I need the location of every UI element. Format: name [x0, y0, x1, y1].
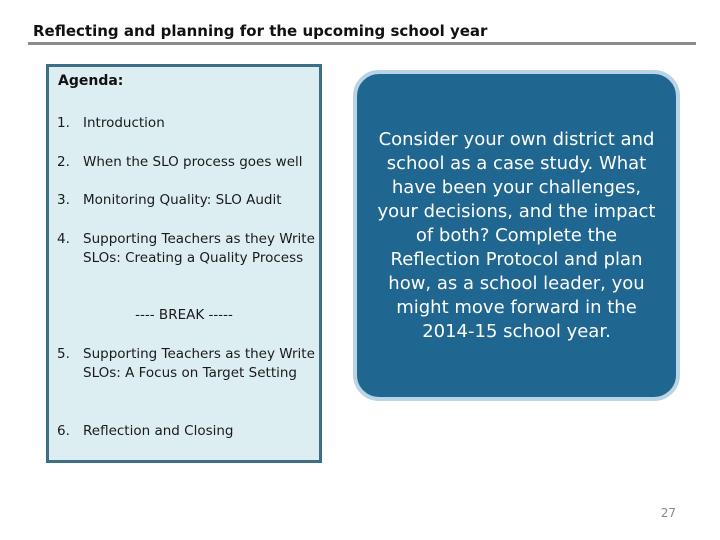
break-label: ---- BREAK ----- [135, 307, 233, 323]
agenda-item-text: Reflection and Closing [83, 423, 234, 439]
agenda-panel [46, 64, 322, 463]
agenda-item-text: When the SLO process goes well [83, 154, 303, 170]
slide-title: Reflecting and planning for the upcoming school year [33, 22, 488, 40]
agenda-item-3 [57, 191, 319, 210]
agenda-item-4 [57, 230, 319, 268]
agenda-heading: Agenda: [58, 73, 124, 89]
agenda-item-text: Monitoring Quality: SLO Audit [83, 192, 282, 208]
agenda-item-number: 3. [57, 192, 70, 208]
agenda-item-5 [57, 345, 319, 383]
agenda-item-2 [57, 153, 319, 172]
agenda-item-number: 2. [57, 154, 70, 170]
agenda-item-text: Supporting Teachers as they Write SLOs: Creating a Quality Process [83, 231, 315, 266]
agenda-item-text: Supporting Teachers as they Write SLOs: A Focus on Target Setting [83, 346, 315, 381]
callout-text: Consider your own district and school as a case study. What have been your challenges, your decisions, and the impact of both? Complete the Reflection Protocol and plan how, as a school leader, you might move forward in the 2014-15 school year. [377, 128, 656, 342]
agenda-item-number: 4. [57, 231, 70, 247]
title-underline [28, 42, 696, 45]
agenda-item-1 [57, 114, 319, 133]
agenda-item-6 [57, 422, 319, 441]
page-number: 27 [660, 506, 676, 520]
reflection-callout [353, 70, 680, 401]
agenda-item-number: 5. [57, 346, 70, 362]
agenda-item-text: Introduction [83, 115, 165, 131]
agenda-item-number: 6. [57, 423, 70, 439]
agenda-item-number: 1. [57, 115, 70, 131]
